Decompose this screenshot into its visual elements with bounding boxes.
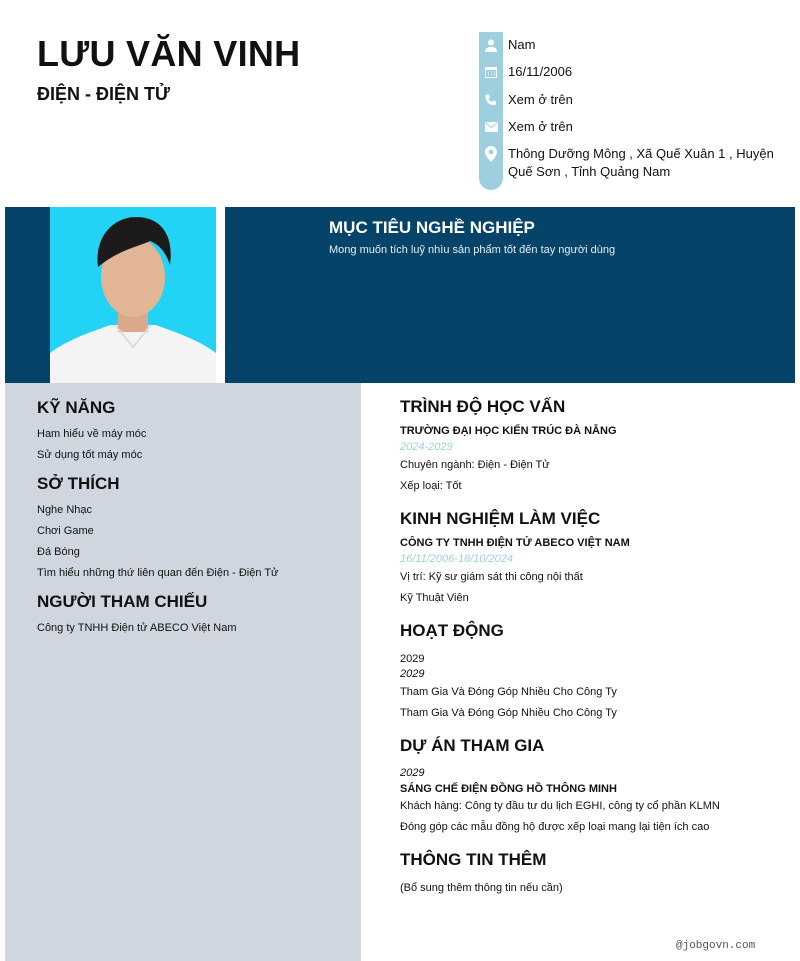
hobbies-section (37, 474, 361, 584)
skills-title: KỸ NĂNG (37, 398, 116, 417)
personal-info (479, 36, 779, 190)
education-line: Xếp loại: Tốt (400, 480, 462, 492)
phone-icon (479, 91, 503, 109)
activity-year-italic: 2029 (400, 668, 425, 680)
main-content (400, 397, 790, 911)
project-name: SÁNG CHẾ ĐIỆN ĐỒNG HỒ THÔNG MINH (400, 783, 617, 795)
education-section (400, 397, 790, 497)
extra-section (400, 850, 790, 899)
experience-section (400, 509, 790, 609)
hobby-item: Nghe Nhạc (37, 504, 93, 516)
skills-section (37, 398, 361, 466)
info-email (479, 118, 779, 136)
project-line: Khách hàng: Công ty đầu tư du lịch EGHI, công ty cổ phần KLMN (400, 800, 720, 812)
email-text: Xem ở trên (508, 118, 573, 134)
info-address (479, 145, 779, 181)
experience-period: 16/11/2006-18/10/2024 (400, 553, 513, 565)
education-line: Chuyên ngành: Điện - Điện Tử (400, 459, 550, 471)
birthdate-text: 16/11/2006 (508, 64, 573, 80)
skill-item: Sử dụng tốt máy móc (37, 449, 143, 461)
person-icon (479, 36, 503, 54)
photo-divider (216, 207, 225, 383)
extra-title: THÔNG TIN THÊM (400, 850, 547, 869)
info-gender (479, 36, 779, 54)
objective-title: MỤC TIÊU NGHỀ NGHIỆP (329, 218, 535, 237)
activity-line: Tham Gia Và Đóng Góp Nhiều Cho Công Ty (400, 686, 617, 698)
project-line: Đóng góp các mẫu đồng hộ được xếp loại mang lại tiện ích cao (400, 821, 710, 833)
activities-title: HOẠT ĐỘNG (400, 621, 504, 640)
reference-item: Công ty TNHH Điện tử ABECO Việt Nam (37, 622, 237, 634)
hobby-item: Tìm hiểu những thứ liên quan đến Điện - Điện Tử (37, 567, 279, 579)
hobbies-title: SỞ THÍCH (37, 474, 120, 493)
extra-text: (Bổ sung thêm thông tin nếu cần) (400, 882, 563, 894)
gender-text: Nam (508, 37, 536, 52)
calendar-icon (479, 63, 503, 81)
mail-icon (479, 118, 503, 136)
experience-line: Vị trí: Kỹ sư giám sát thi công nội thất (400, 571, 583, 583)
watermark: @jobgovn.com (676, 940, 756, 952)
education-period: 2024-2029 (400, 441, 453, 453)
full-name: LƯU VĂN VINH (37, 33, 301, 74)
skill-item: Ham hiểu về máy móc (37, 428, 147, 440)
activities-section (400, 621, 790, 724)
job-title: ĐIỆN - ĐIỆN TỬ (37, 84, 170, 104)
phone-text: Xem ở trên (508, 91, 573, 107)
info-birthdate (479, 63, 779, 81)
experience-title: KINH NGHIỆM LÀM VIỆC (400, 509, 601, 528)
projects-title: DỰ ÁN THAM GIA (400, 736, 545, 755)
references-title: NGƯỜI THAM CHIẾU (37, 592, 208, 611)
left-sidebar (5, 383, 361, 961)
company-name: CÔNG TY TNHH ĐIỆN TỬ ABECO VIỆT NAM (400, 537, 630, 549)
school-name: TRƯỜNG ĐẠI HỌC KIẾN TRÚC ĐÀ NẴNG (400, 425, 617, 437)
activity-line: Tham Gia Và Đóng Góp Nhiều Cho Công Ty (400, 707, 617, 719)
info-phone (479, 91, 779, 109)
address-text: Thông Dưỡng Mông , Xã Quế Xuân 1 , Huyện Quế Sơn , Tỉnh Quảng Nam (508, 146, 774, 180)
location-icon (479, 145, 503, 163)
activity-year: 2029 (400, 653, 425, 665)
projects-section (400, 736, 790, 838)
project-year: 2029 (400, 767, 425, 779)
hobby-item: Chơi Game (37, 525, 94, 537)
education-title: TRÌNH ĐỘ HỌC VẤN (400, 397, 566, 416)
profile-photo (50, 207, 216, 383)
objective-text: Mong muốn tích luỹ nhìu sản phẩm tốt đến tay người dùng (329, 244, 616, 256)
references-section (37, 592, 361, 639)
experience-line: Kỹ Thuật Viên (400, 592, 469, 604)
hobby-item: Đá Bóng (37, 546, 80, 558)
